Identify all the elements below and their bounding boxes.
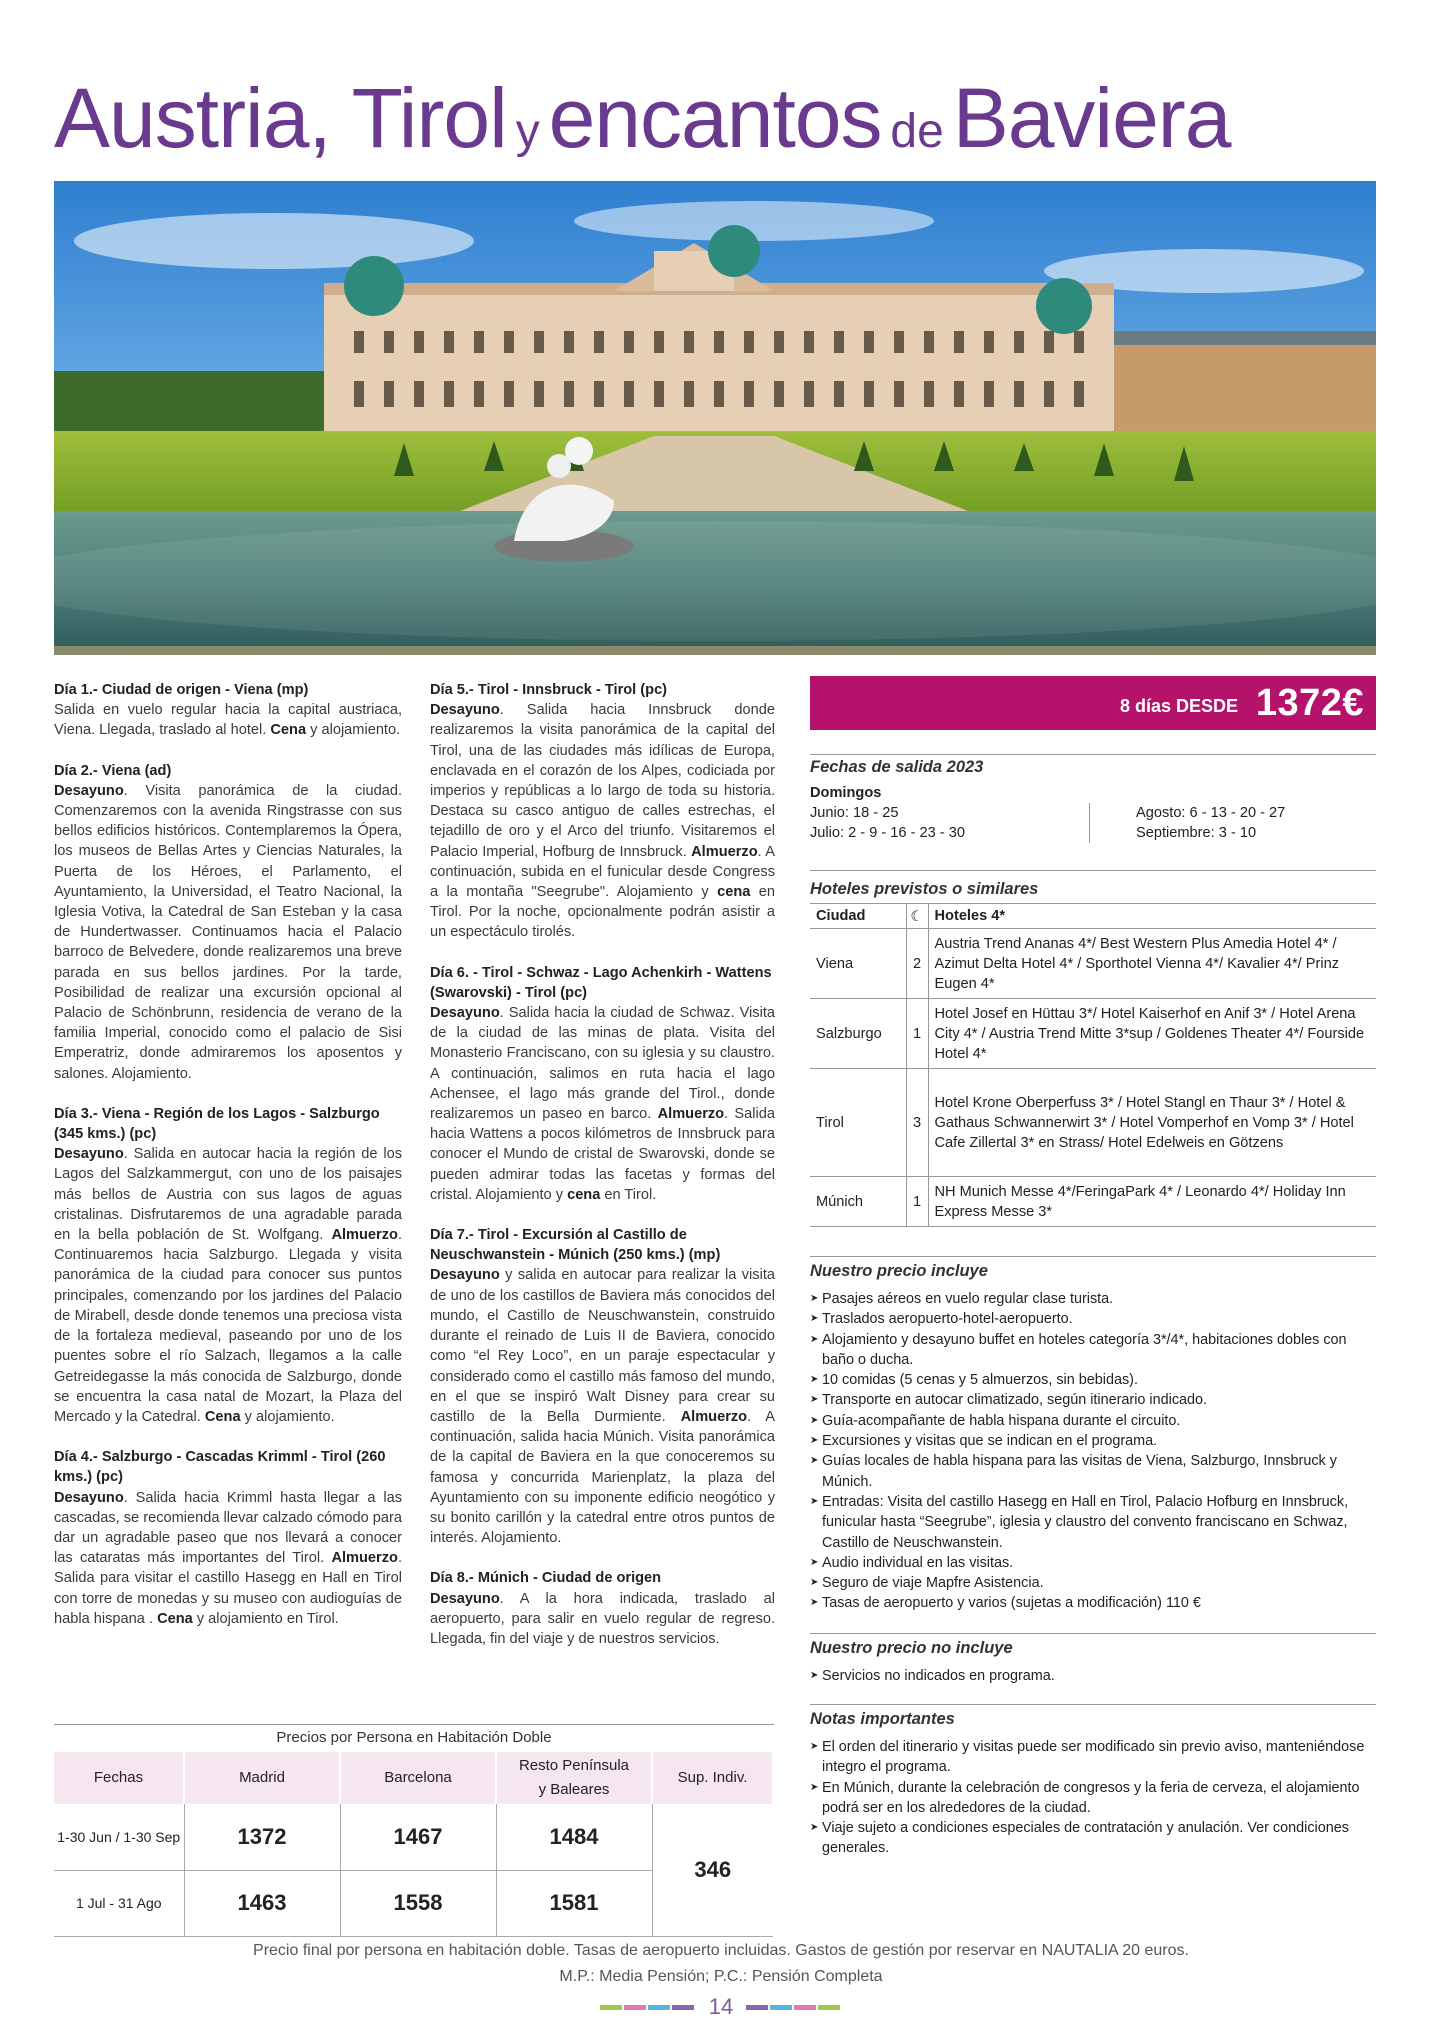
price-table (54, 1724, 774, 1937)
list-item: ➤ Servicios no indicados en programa. (810, 1666, 1376, 1686)
price-header-resto: Resto Península y Baleares (496, 1752, 652, 1804)
itinerary-day-text: Desayuno. Visita panorámica de la ciudad. Comenzaremos con la avenida Ringstrasse con sus bellos edificios históricos. Contemplaremos la Ópera, los museos de Bellas Artes y Ciencias Naturales, la Puerta de los Héroes, el Parlamento, el Ayuntamiento, la Universidad, el Teatro Nacional, la Iglesia Votiva, la Catedral de San Esteban y la casa de Hundertwasser. Continuamos hacia el Palacio barroco de Belvedere, donde realizaremos una breve parada en sus bellos jardines. Por la tarde, Posibilidad de realizar una excursión opcional al Palacio de Schönbrunn, residencia de verano de la familia Imperial, conocido como el palacio de Sisi Emperatriz, donde admiraremos los aposentos y salones. Alojamiento. (54, 782, 402, 1082)
footer-legend: M.P.: Media Pensión; P.C.: Pensión Completa (559, 1968, 883, 1985)
itinerary-column-1 (54, 680, 402, 1649)
list-item: ➤ Excursiones y visitas que se indican en el programa. (810, 1431, 1376, 1451)
hotels-title: Hoteles previstos o similares (810, 880, 1039, 898)
important-notes-title: Notas importantes (810, 1710, 955, 1728)
itinerary-day-text: Desayuno. Salida hacia Innsbruck donde realizaremos la visita panorámica de la capital del Tirol, una de las ciudades más idílicas de Europa, enclavada en el corazón de los Alpes, codiciada por imperios y repúblicas a lo largo de toda su historia. Destaca su casco antiguo de calles estrechas, el tejadillo de oro y el Arco del triunfo. Visitaremos el Palacio Imperial, Hofburg de Innsbruck. Almuerzo. A continuación, subida en el funicular desde Congress a la montaña "Seegrube". Alojamiento y cena en Tirol. Por la noche, opcionalmente podrán asistir a un espectáculo tirolés. (430, 702, 775, 941)
price-header-sup-indiv: Sup. Indiv. (652, 1752, 773, 1804)
itinerary-day (430, 1568, 775, 1649)
color-stripes-right (746, 2005, 842, 2010)
page-number: 14 (0, 1994, 1442, 2020)
table-row: 1-30 Jun / 1-30 Sep 1372 1467 1484 346 (54, 1804, 773, 1870)
itinerary-day (54, 1104, 402, 1427)
itinerary-day (430, 680, 775, 943)
list-item: ➤ Guía-acompañante de habla hispana durante el circuito. (810, 1411, 1376, 1431)
divider (810, 1704, 1376, 1705)
important-notes (810, 1710, 1376, 1859)
list-item: ➤ Traslados aeropuerto-hotel-aeropuerto. (810, 1309, 1376, 1329)
price-banner (810, 676, 1376, 730)
divider (810, 754, 1376, 755)
table-row: 1 Jul - 31 Ago 1463 1558 1581 (54, 1870, 773, 1936)
list-item: ➤ Pasajes aéreos en vuelo regular clase turista. (810, 1289, 1376, 1309)
itinerary-day-title: Día 5.- Tirol - Innsbruck - Tirol (pc) (430, 682, 668, 698)
moon-icon: ☾ (906, 904, 928, 929)
dates-september: Septiembre: 3 - 10 (1136, 825, 1257, 841)
price-banner-amount: 1372€ (1255, 682, 1364, 724)
price-header-barcelona: Barcelona (340, 1752, 496, 1804)
table-row: Viena 2 Austria Trend Ananas 4*/ Best Western Plus Amedia Hotel 4* / Azimut Delta Hotel 4* / Sporthotel Vienna 4*/ Kavalier 4*/ Prinz Eugen 4* (810, 929, 1376, 999)
dates-august: Agosto: 6 - 13 - 20 - 27 (1136, 805, 1286, 821)
hero-photo-belvedere-palace (54, 181, 1376, 655)
itinerary-day (54, 761, 402, 1084)
list-item: ➤ Viaje sujeto a condiciones especiales de contratación y anulación. Ver condiciones generales. (810, 1818, 1376, 1859)
price-includes (810, 1262, 1376, 1614)
list-item: ➤ 10 comidas (5 cenas y 5 almuerzos, sin bebidas). (810, 1370, 1376, 1390)
divider (810, 1256, 1376, 1257)
color-stripes-left (600, 2005, 696, 2010)
sup-indiv-value: 346 (652, 1804, 773, 1936)
price-excludes-title: Nuestro precio no incluye (810, 1639, 1013, 1657)
dates-june: Junio: 18 - 25 (810, 805, 899, 821)
table-row: Salzburgo 1 Hotel Josef en Hüttau 3*/ Hotel Kaiserhof en Anif 3* / Hotel Arena City 4* / Austria Trend Mitte 3*sup / Goldenes Theater 4*/ Fourside Hotel 4* (810, 999, 1376, 1069)
departure-day: Domingos (810, 785, 882, 801)
footer-note: Precio final por persona en habitación doble. Tasas de aeropuerto incluidas. Gastos de gestión por reservar en NAUTALIA 20 euros. (253, 1942, 1189, 1959)
list-item: ➤ Transporte en autocar climatizado, según itinerario indicado. (810, 1390, 1376, 1410)
dates-july: Julio: 2 - 9 - 16 - 23 - 30 (810, 825, 965, 841)
itinerary-day-title: Día 8.- Múnich - Ciudad de origen (430, 1570, 662, 1587)
important-notes-list (810, 1737, 1376, 1859)
list-item: ➤ Alojamiento y desayuno buffet en hoteles categoría 3*/4*, habitaciones dobles con baño o ducha. (810, 1330, 1376, 1371)
itinerary-day-title: Día 6. - Tirol - Schwaz - Lago Achenkirh - Wattens (Swarovski) - Tirol (pc) (430, 964, 772, 1001)
itinerary-day-title: Día 7.- Tirol - Excursión al Castillo de Neuschwanstein - Múnich (250 kms.) (mp) (430, 1227, 721, 1264)
list-item: ➤ Audio individual en las visitas. (810, 1553, 1376, 1573)
itinerary-day-title: Día 2.- Viena (ad) (54, 762, 172, 779)
itinerary-day-text: Desayuno. Salida hacia Krimml hasta llegar a las cascadas, se recomienda llevar calzado cómodo para dar un agradable paseo que nos llevará a conocer las cataratas más importantes del Tirol. Almuerzo. Salida para visitar el castillo Hasegg en Hall en Tirol con torre de monedas y su museo con audioguías de habla hispana . Cena y alojamiento en Tirol. (54, 1489, 403, 1627)
page-title: Austria, Tirol y encantos de Baviera (54, 71, 1231, 165)
itinerary-day-text: Salida en vuelo regular hacia la capital austriaca, Viena. Llegada, traslado al hotel. Cena y alojamiento. (54, 702, 402, 739)
price-excludes-list (810, 1666, 1376, 1686)
itinerary-day (54, 1447, 402, 1629)
list-item: ➤ Tasas de aeropuerto y varios (sujetas a modificación) 110 € (810, 1593, 1376, 1613)
price-header-fechas: Fechas (54, 1752, 184, 1804)
divider (810, 870, 1376, 871)
list-item: ➤ En Múnich, durante la celebración de congresos y la feria de cerveza, el alojamiento podrá ser en los alrededores de la ciudad. (810, 1778, 1376, 1819)
hotels-section (810, 880, 1376, 1227)
price-table-caption: Precios por Persona en Habitación Doble (54, 1724, 774, 1752)
itinerary-day-text: Desayuno y salida en autocar para realizar la visita de uno de los castillos de Baviera más conocidos del mundo, el Castillo de Neuschwanstein, construido durante el reinado de Luis II de Baviera, conocido como “el Rey Loco”, en un paraje espectacular y considerado como el castillo más famoso del mundo, en el que se inspiró Walt Disney para crear su castillo de la Bella Durmiente. Almuerzo. A continuación, salida hacia Múnich. Visita panorámica de la capital de Baviera en la que conoceremos su famosa y concurrida Marienplatz, la plaza del Ayuntamiento con su imponente edificio neogótico y su bonito carillón y la catedral entre otros puntos de interés. Alojamiento. (430, 1267, 775, 1547)
itinerary-day-title: Día 4.- Salzburgo - Cascadas Krimml - Tirol (260 kms.) (pc) (54, 1449, 386, 1486)
itinerary-day (430, 1225, 775, 1548)
table-row: Múnich 1 NH Munich Messe 4*/FeringaPark 4* / Leonardo 4*/ Holiday Inn Express Messe 3* (810, 1177, 1376, 1227)
itinerary-day-text: Desayuno. Salida hacia la ciudad de Schwaz. Visita de la ciudad de las minas de plata. Visita del Monasterio Franciscano, con su iglesia y su claustro. A continuación, salimos en ruta hacia el lago Achensee, el lago más grande del Tirol., donde realizaremos un paseo en barco. Almuerzo. Salida hacia Wattens a pocos kilómetros de Innsbruck para conocer el Mundo de cristal de Swarovski, donde se pueden admirar todas las facetas y formas del cristal. Alojamiento y cena en Tirol. (430, 1005, 775, 1203)
list-item: ➤ Seguro de viaje Mapfre Asistencia. (810, 1573, 1376, 1593)
price-header-madrid: Madrid (184, 1752, 340, 1804)
table-row: Tirol 3 Hotel Krone Oberperfuss 3* / Hotel Stangl en Thaur 3* / Hotel & Gathaus Schwannerwirt 3* / Hotel Vomperhof en Vomp 3* / Hotel Cafe Zillertal 3* en Strass/ Hotel Edelweis en Götzens (810, 1069, 1376, 1177)
itinerary-day-title: Día 1.- Ciudad de origen - Viena (mp) (54, 682, 309, 698)
list-item: ➤ Guías locales de habla hispana para las visitas de Viena, Salzburgo, Innsbruck y Múnich. (810, 1451, 1376, 1492)
departure-dates (810, 758, 1376, 843)
departure-dates-title: Fechas de salida 2023 (810, 758, 984, 776)
itinerary-day-text: Desayuno. A la hora indicada, traslado al aeropuerto, para salir en vuelo regular de regreso. Llegada, fin del viaje y de nuestros servicios. (430, 1590, 775, 1647)
list-item: ➤ Entradas: Visita del castillo Hasegg en Hall en Tirol, Palacio Hofburg en Innsbruck, funicular hasta “Seegrube”, iglesia y claustro del convento franciscano en Schwaz, Castillo de Neuschwanstein. (810, 1492, 1376, 1553)
price-banner-label: 8 días DESDE (1119, 696, 1238, 716)
list-item: ➤ El orden del itinerario y visitas puede ser modificado sin previo aviso, manteniéndose integro el programa. (810, 1737, 1376, 1778)
hotels-header-hotels: Hoteles 4* (928, 904, 1376, 929)
itinerary-day-text: Desayuno. Salida en autocar hacia la región de los Lagos del Salzkammergut, con uno de los paisajes más bellos de Austria con sus lagos de aguas cristalinas. Disfrutaremos de una agradable parada en la bella población de St. Wolfgang. Almuerzo. Continuaremos hacia Salzburgo. Llegada y visita panorámica de la ciudad para conocer sus puntos principales, comenzando por los jardines del Palacio de Mirabell, desde donde tenemos una preciosa vista de la fortaleza medieval, paseando por uno de los puentes sobre el río Salzach, llegamos a la calle Getreidegasse la más conocida de Salzburgo, donde se encuentra la casa natal de Mozart, la Plaza del Mercado y la Catedral. Cena y alojamiento. (54, 1146, 402, 1425)
price-includes-list (810, 1289, 1376, 1614)
itinerary-day (430, 963, 775, 1205)
divider (810, 1633, 1376, 1634)
itinerary-day-title: Día 3.- Viena - Región de los Lagos - Salzburgo (345 kms.) (pc) (54, 1105, 380, 1143)
hotels-header-city: Ciudad (810, 904, 906, 929)
itinerary-column-2 (430, 680, 775, 1669)
hotels-table (810, 903, 1376, 1227)
price-includes-title: Nuestro precio incluye (810, 1262, 988, 1280)
price-excludes (810, 1639, 1376, 1686)
itinerary-day (54, 680, 402, 741)
